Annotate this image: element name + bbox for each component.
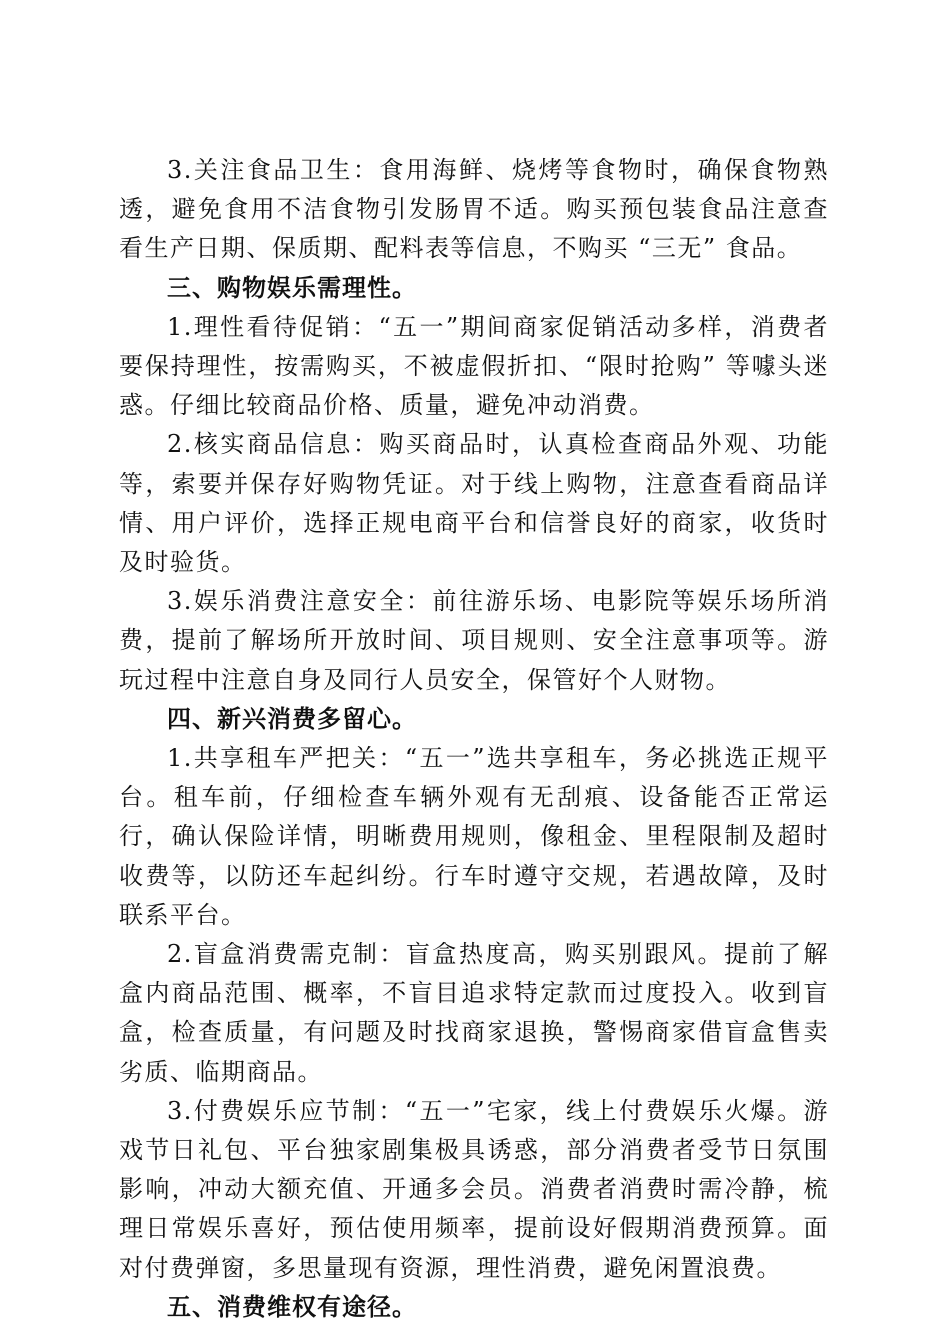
paragraph-food-hygiene: 3.关注食品卫生：食用海鲜、烧烤等食物时，确保食物熟透，避免食用不洁食物引发肠胃不适。购买预包装食品注意查看生产日期、保质期、配料表等信息，不购买 “三无” 食品。 (119, 156, 829, 263)
paragraph-entertainment-safety: 3.娱乐消费注意安全：前往游乐场、电影院等娱乐场所消费，提前了解场所开放时间、项目规则、安全注意事项等。游玩过程中注意自身及同行人员安全，保管好个人财物。 (119, 587, 829, 694)
paragraph-blind-box: 2.盲盒消费需克制：盲盒热度高，购买别跟风。提前了解盒内商品范围、概率，不盲目追求特定款而过度投入。收到盲盒，检查质量，有问题及时找商家退换，警惕商家借盲盒售卖劣质、临期商品。 (119, 940, 829, 1086)
paragraph-product-info: 2.核实商品信息：购买商品时，认真检查商品外观、功能等，索要并保存好购物凭证。对于线上购物，注意查看商品详情、用户评价，选择正规电商平台和信誉良好的商家，收货时及时验货。 (119, 430, 829, 577)
document-page (119, 151, 829, 1327)
paragraph-car-rental: 1.共享租车严把关：“五一”选共享租车，务必挑选正规平台。租车前，仔细检查车辆外观有无刮痕、设备能否正常运行，确认保险详情，明晰费用规则，像租金、里程限制及超时收费等，以防还车起纠纷。行车时遵守交规，若遇故障，及时联系平台。 (119, 744, 829, 929)
paragraph-promotions: 1.理性看待促销：“五一”期间商家促销活动多样，消费者要保持理性，按需购买，不被虚假折扣、“限时抢购” 等噱头迷惑。仔细比较商品价格、质量，避免冲动消费。 (119, 312, 829, 420)
section-heading-shopping: 三、购物娱乐需理性。 (167, 273, 417, 302)
section-heading-new-consumption: 四、新兴消费多留心。 (167, 704, 417, 733)
paragraph-paid-entertainment: 3.付费娱乐应节制：“五一”宅家，线上付费娱乐火爆。游戏节日礼包、平台独家剧集极具诱惑，部分消费者受节日氛围影响，冲动大额充值、开通多会员。消费者消费时需冷静，梳理日常娱乐喜好，预估使用频率，提前设好假期消费预算。面对付费弹窗，多思量现有资源，理性消费，避免闲置浪费。 (119, 1096, 829, 1282)
section-heading-rights: 五、消费维权有途径。 (167, 1292, 417, 1321)
